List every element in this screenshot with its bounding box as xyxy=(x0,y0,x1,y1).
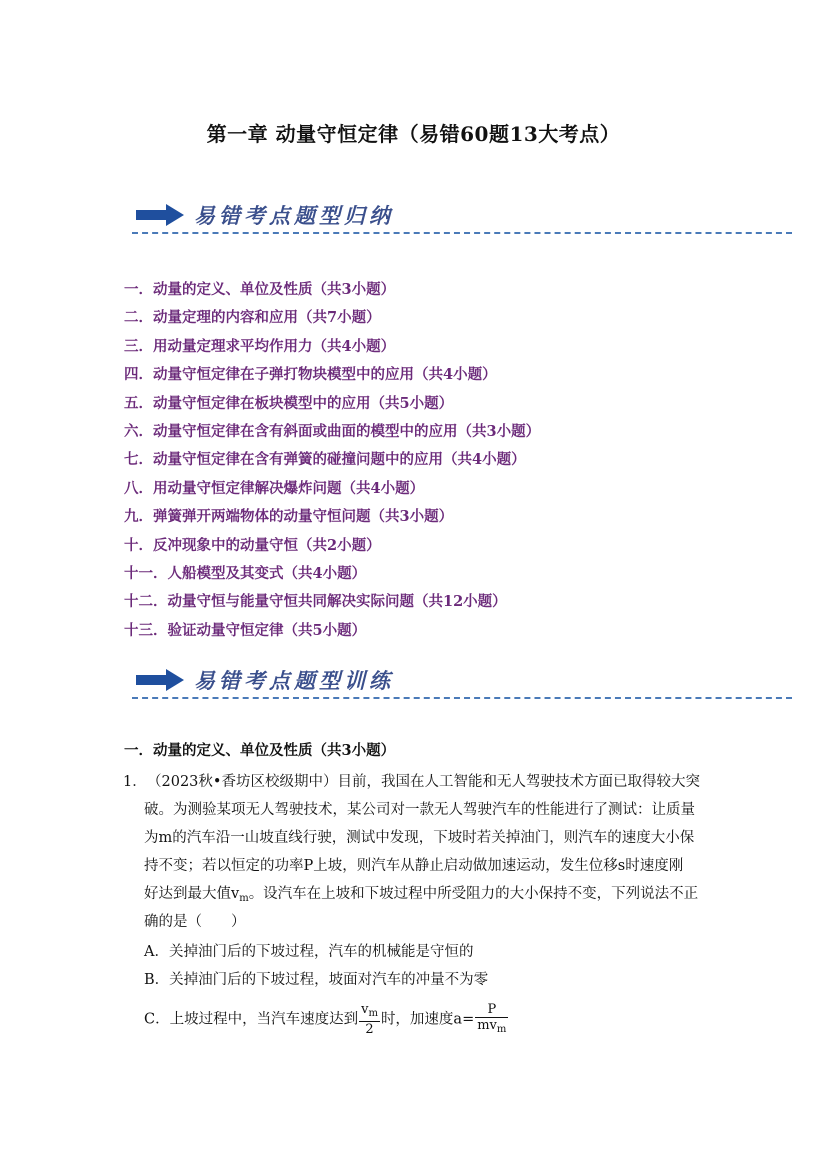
toc-item[interactable]: 九．弹簧弹开两端物体的动量守恒问题（共3小题） xyxy=(124,508,454,526)
option-c[interactable] xyxy=(144,1002,509,1037)
toc-item[interactable]: 十二．动量守恒与能量守恒共同解决实际问题（共12小题） xyxy=(124,593,507,611)
section-banner-summary xyxy=(136,200,792,234)
toc-item[interactable]: 八．用动量守恒定律解决爆炸问题（共4小题） xyxy=(124,479,425,497)
question-line: 确的是（ ） xyxy=(144,914,246,930)
toc-item[interactable]: 十一．人船模型及其变式（共4小题） xyxy=(124,564,367,582)
toc-item[interactable]: 四．动量守恒定律在子弹打物块模型中的应用（共4小题） xyxy=(124,366,497,384)
toc-item[interactable]: 六．动量守恒定律在含有斜面或曲面的模型中的应用（共3小题） xyxy=(124,422,541,440)
option-text: C．上坡过程中，当汽车速度达到 xyxy=(144,1011,359,1028)
toc-list xyxy=(124,280,540,649)
question-number: 1． xyxy=(123,774,147,790)
section-banner-training xyxy=(136,665,792,699)
page-title: 第一章 动量守恒定律（易错60题13大考点） xyxy=(206,122,621,146)
subscript: m xyxy=(239,893,249,904)
question-line: （2023秋•香坊区校级期中）目前，我国在人工智能和无人驾驶技术方面已取得较大突 xyxy=(147,774,700,790)
toc-item[interactable]: 二．动量定理的内容和应用（共7小题） xyxy=(124,309,381,327)
numerator: v xyxy=(361,1002,369,1017)
question-text: 好达到最大值v xyxy=(144,886,240,902)
question-text: 。设汽车在上坡和下坡过程中所受阻力的大小保持不变，下列说法不正 xyxy=(248,886,699,902)
toc-item[interactable]: 一．动量的定义、单位及性质（共3小题） xyxy=(124,281,396,298)
numerator: P xyxy=(475,1002,508,1018)
section-heading: 一．动量的定义、单位及性质（共3小题） xyxy=(124,742,396,759)
toc-item[interactable]: 三．用动量定理求平均作用力（共4小题） xyxy=(124,337,396,355)
denominator: mv xyxy=(477,1018,497,1033)
toc-item[interactable]: 五．动量守恒定律在板块模型中的应用（共5小题） xyxy=(124,394,454,412)
toc-item[interactable]: 七．动量守恒定律在含有弹簧的碰撞问题中的应用（共4小题） xyxy=(124,451,526,469)
banner-divider xyxy=(132,697,792,699)
toc-item[interactable]: 十．反冲现象中的动量守恒（共2小题） xyxy=(124,536,381,554)
option-a[interactable]: A．关掉油门后的下坡过程，汽车的机械能是守恒的 xyxy=(144,944,474,960)
denominator: 2 xyxy=(365,1022,374,1037)
subscript: m xyxy=(496,1024,507,1035)
fraction xyxy=(475,1002,508,1037)
toc-item[interactable]: 十三．验证动量守恒定律（共5小题） xyxy=(124,621,367,639)
arrow-right-icon xyxy=(136,669,184,691)
question-line: 为m的汽车沿一山坡直线行驶，测试中发现，下坡时若关掉油门，则汽车的速度大小保 xyxy=(144,830,695,846)
banner-summary-text: 易错考点题型归纳 xyxy=(194,204,394,228)
fraction xyxy=(359,1002,380,1037)
arrow-right-icon xyxy=(136,204,184,226)
option-b[interactable]: B．关掉油门后的下坡过程，坡面对汽车的冲量不为零 xyxy=(144,972,489,988)
banner-divider xyxy=(132,232,792,234)
question-line xyxy=(144,882,698,904)
question-line: 破。为测验某项无人驾驶技术，某公司对一款无人驾驶汽车的性能进行了测试：让质量 xyxy=(144,802,695,818)
option-text: 时，加速度a= xyxy=(380,1011,475,1028)
subscript: m xyxy=(368,1008,378,1019)
question-line: 持不变；若以恒定的功率P上坡，则汽车从静止启动做加速运动，发生位移s时速度刚 xyxy=(144,858,684,874)
banner-training-text: 易错考点题型训练 xyxy=(194,669,394,693)
